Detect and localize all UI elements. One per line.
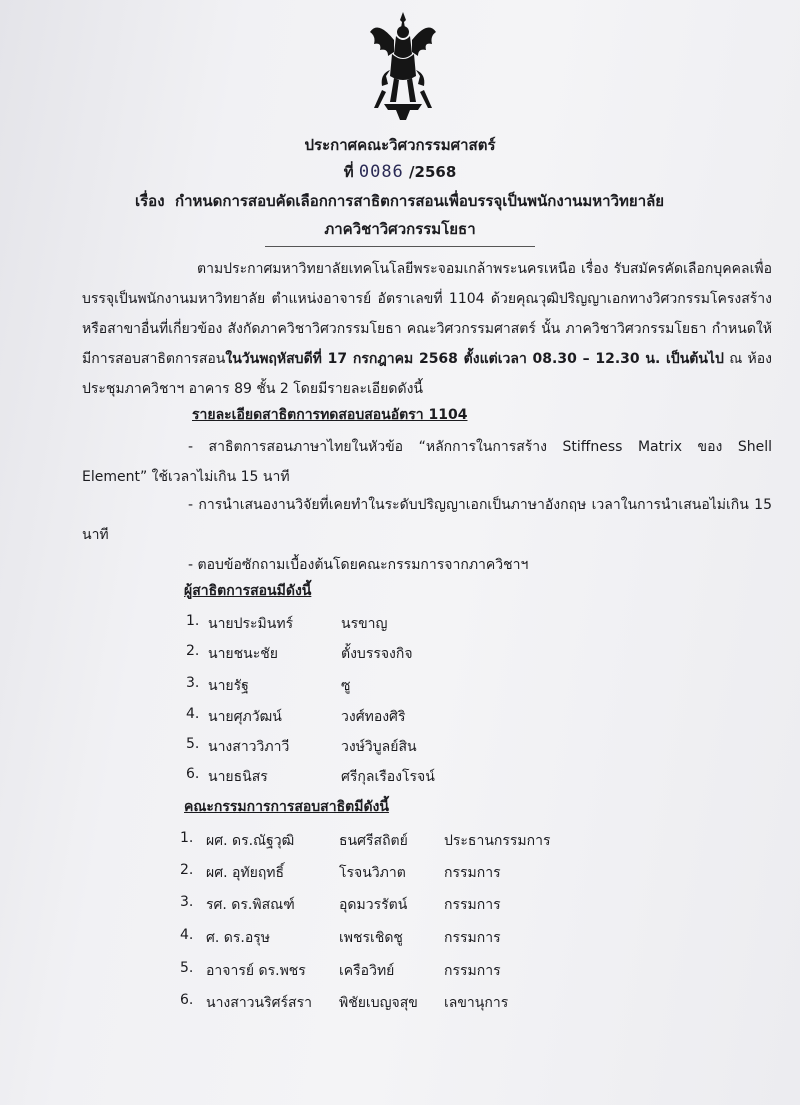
committee-last-name: พิชัยเบญจสุข xyxy=(339,995,418,1011)
candidate-no: 5. xyxy=(186,736,200,752)
handwritten-number: 0086 xyxy=(358,162,404,182)
subject-label: เรื่อง xyxy=(135,192,165,210)
candidate-first-name: นายธนิสร xyxy=(208,769,268,785)
committee-no: 6. xyxy=(180,992,194,1008)
committee-role: เลขานุการ xyxy=(444,995,509,1011)
committee-no: 4. xyxy=(180,927,194,943)
committee-no: 5. xyxy=(180,960,194,976)
candidate-first-name: นางสาววิภาวี xyxy=(208,739,290,755)
number-suffix: /2568 xyxy=(409,163,457,181)
committee-last-name: อุดมวรรัตน์ xyxy=(339,897,408,913)
candidate-first-name: นายศุภวัฒน์ xyxy=(208,709,282,725)
exam-date-text: ในวันพฤหัสบดีที่ 17 กรกฎาคม 2568 ตั้งแต่เวลา 08.30 – 12.30 น. เป็นต้นไป xyxy=(225,351,724,367)
committee-last-name: ธนศรีสถิตย์ xyxy=(339,833,408,849)
candidate-last-name: นรขาญ xyxy=(341,616,388,632)
committee-no: 2. xyxy=(180,862,194,878)
candidates-heading: ผู้สาธิตการสอนมีดังนี้ xyxy=(184,583,312,599)
candidate-first-name: นายชนะชัย xyxy=(208,646,278,662)
committee-first-name: ผศ. ดร.ณัฐวุฒิ xyxy=(206,833,295,849)
committee-role: กรรมการ xyxy=(444,930,501,946)
candidate-no: 1. xyxy=(186,613,200,629)
detail-item-3: - ตอบข้อซักถามเบื้องต้นโดยคณะกรรมการจากภาควิชาฯ xyxy=(188,557,529,573)
committee-last-name: เครือวิทย์ xyxy=(339,963,395,979)
committee-first-name: รศ. ดร.พิสณฑ์ xyxy=(206,897,295,913)
candidate-last-name: ตั้งบรรจงกิจ xyxy=(341,646,413,662)
committee-first-name: ศ. ดร.อรุษ xyxy=(206,930,271,946)
committee-role: กรรมการ xyxy=(444,963,501,979)
department-line: ภาควิชาวิศวกรรมโยธา xyxy=(324,220,476,238)
candidate-no: 4. xyxy=(186,706,200,722)
candidate-no: 2. xyxy=(186,643,200,659)
candidate-last-name: ซู xyxy=(341,678,351,694)
subject-text: กำหนดการสอบคัดเลือกการสาธิตการสอนเพื่อบรรจุเป็นพนักงานมหาวิทยาลัย xyxy=(174,192,665,210)
garuda-emblem-icon xyxy=(366,10,440,122)
committee-no: 3. xyxy=(180,894,194,910)
committee-role: กรรมการ xyxy=(444,865,501,881)
detail-item-1: - สาธิตการสอนภาษาไทยในหัวข้อ “หลักการในการสร้าง Stiffness Matrix ของ Shell Element” ใช้เวลาไม่เกิน 15 นาที xyxy=(82,439,772,485)
document-number xyxy=(0,160,800,184)
document-title: ประกาศคณะวิศวกรรมศาสตร์ xyxy=(304,136,496,154)
committee-first-name: ผศ. อุทัยฤทธิ์ xyxy=(206,865,285,881)
candidate-no: 3. xyxy=(186,675,200,691)
committee-role: กรรมการ xyxy=(444,897,501,913)
subject-line xyxy=(135,189,664,213)
committee-first-name: นางสาวนริศร์สรา xyxy=(206,995,312,1011)
candidate-no: 6. xyxy=(186,766,200,782)
venue-text: ณ ห้องประชุมภาควิชาฯ อาคาร 89 ชั้น 2 โดยมีรายละเอียดดังนี้ xyxy=(82,351,772,397)
intro-paragraph xyxy=(82,254,772,404)
number-prefix: ที่ xyxy=(343,163,354,181)
candidate-last-name: วงศ์ทองศิริ xyxy=(341,709,406,725)
committee-first-name: อาจารย์ ดร.พชร xyxy=(206,963,306,979)
intro-text: ตามประกาศมหาวิทยาลัยเทคโนโลยีพระจอมเกล้าพระนครเหนือ เรื่อง รับสมัครคัดเลือกบุคคลเพื่อบรรจุเป็นพนักงานมหาวิทยาลัย ตำแหน่งอาจารย์ อัตราเลขที่ 1104 ด้วยคุณวุฒิปริญญาเอกทางวิศวกรรมโครงสร้างหรือสาขาอื่นที่เกี่ยวข้อง สังกัดภาควิชาวิศวกรรมโยธา คณะวิศวกรรมศาสตร์ นั้น ภาควิชาวิศวกรรมโยธา กำหนดให้มีการสอบสาธิตการสอน xyxy=(82,261,772,367)
announcement-body xyxy=(82,254,772,404)
detail-item-2: - การนำเสนองานวิจัยที่เคยทำในระดับปริญญาเอกเป็นภาษาอังกฤษ เวลาในการนำเสนอไม่เกิน 15 นาที xyxy=(82,497,772,543)
candidate-first-name: นายรัฐ xyxy=(208,678,249,694)
committee-heading: คณะกรรมการการสอบสาธิตมีดังนี้ xyxy=(184,799,389,815)
candidate-last-name: ศรีกุลเรืองโรจน์ xyxy=(341,769,435,785)
committee-last-name: เพชรเชิดชู xyxy=(339,930,403,946)
divider xyxy=(265,246,535,247)
committee-last-name: โรจนวิภาต xyxy=(339,865,406,881)
committee-no: 1. xyxy=(180,830,194,846)
candidate-last-name: วงษ์วิบูลย์สิน xyxy=(341,739,417,755)
committee-role: ประธานกรรมการ xyxy=(444,833,551,849)
details-heading: รายละเอียดสาธิตการทดสอบสอนอัตรา 1104 xyxy=(192,407,468,423)
candidate-first-name: นายประมินทร์ xyxy=(208,616,294,632)
